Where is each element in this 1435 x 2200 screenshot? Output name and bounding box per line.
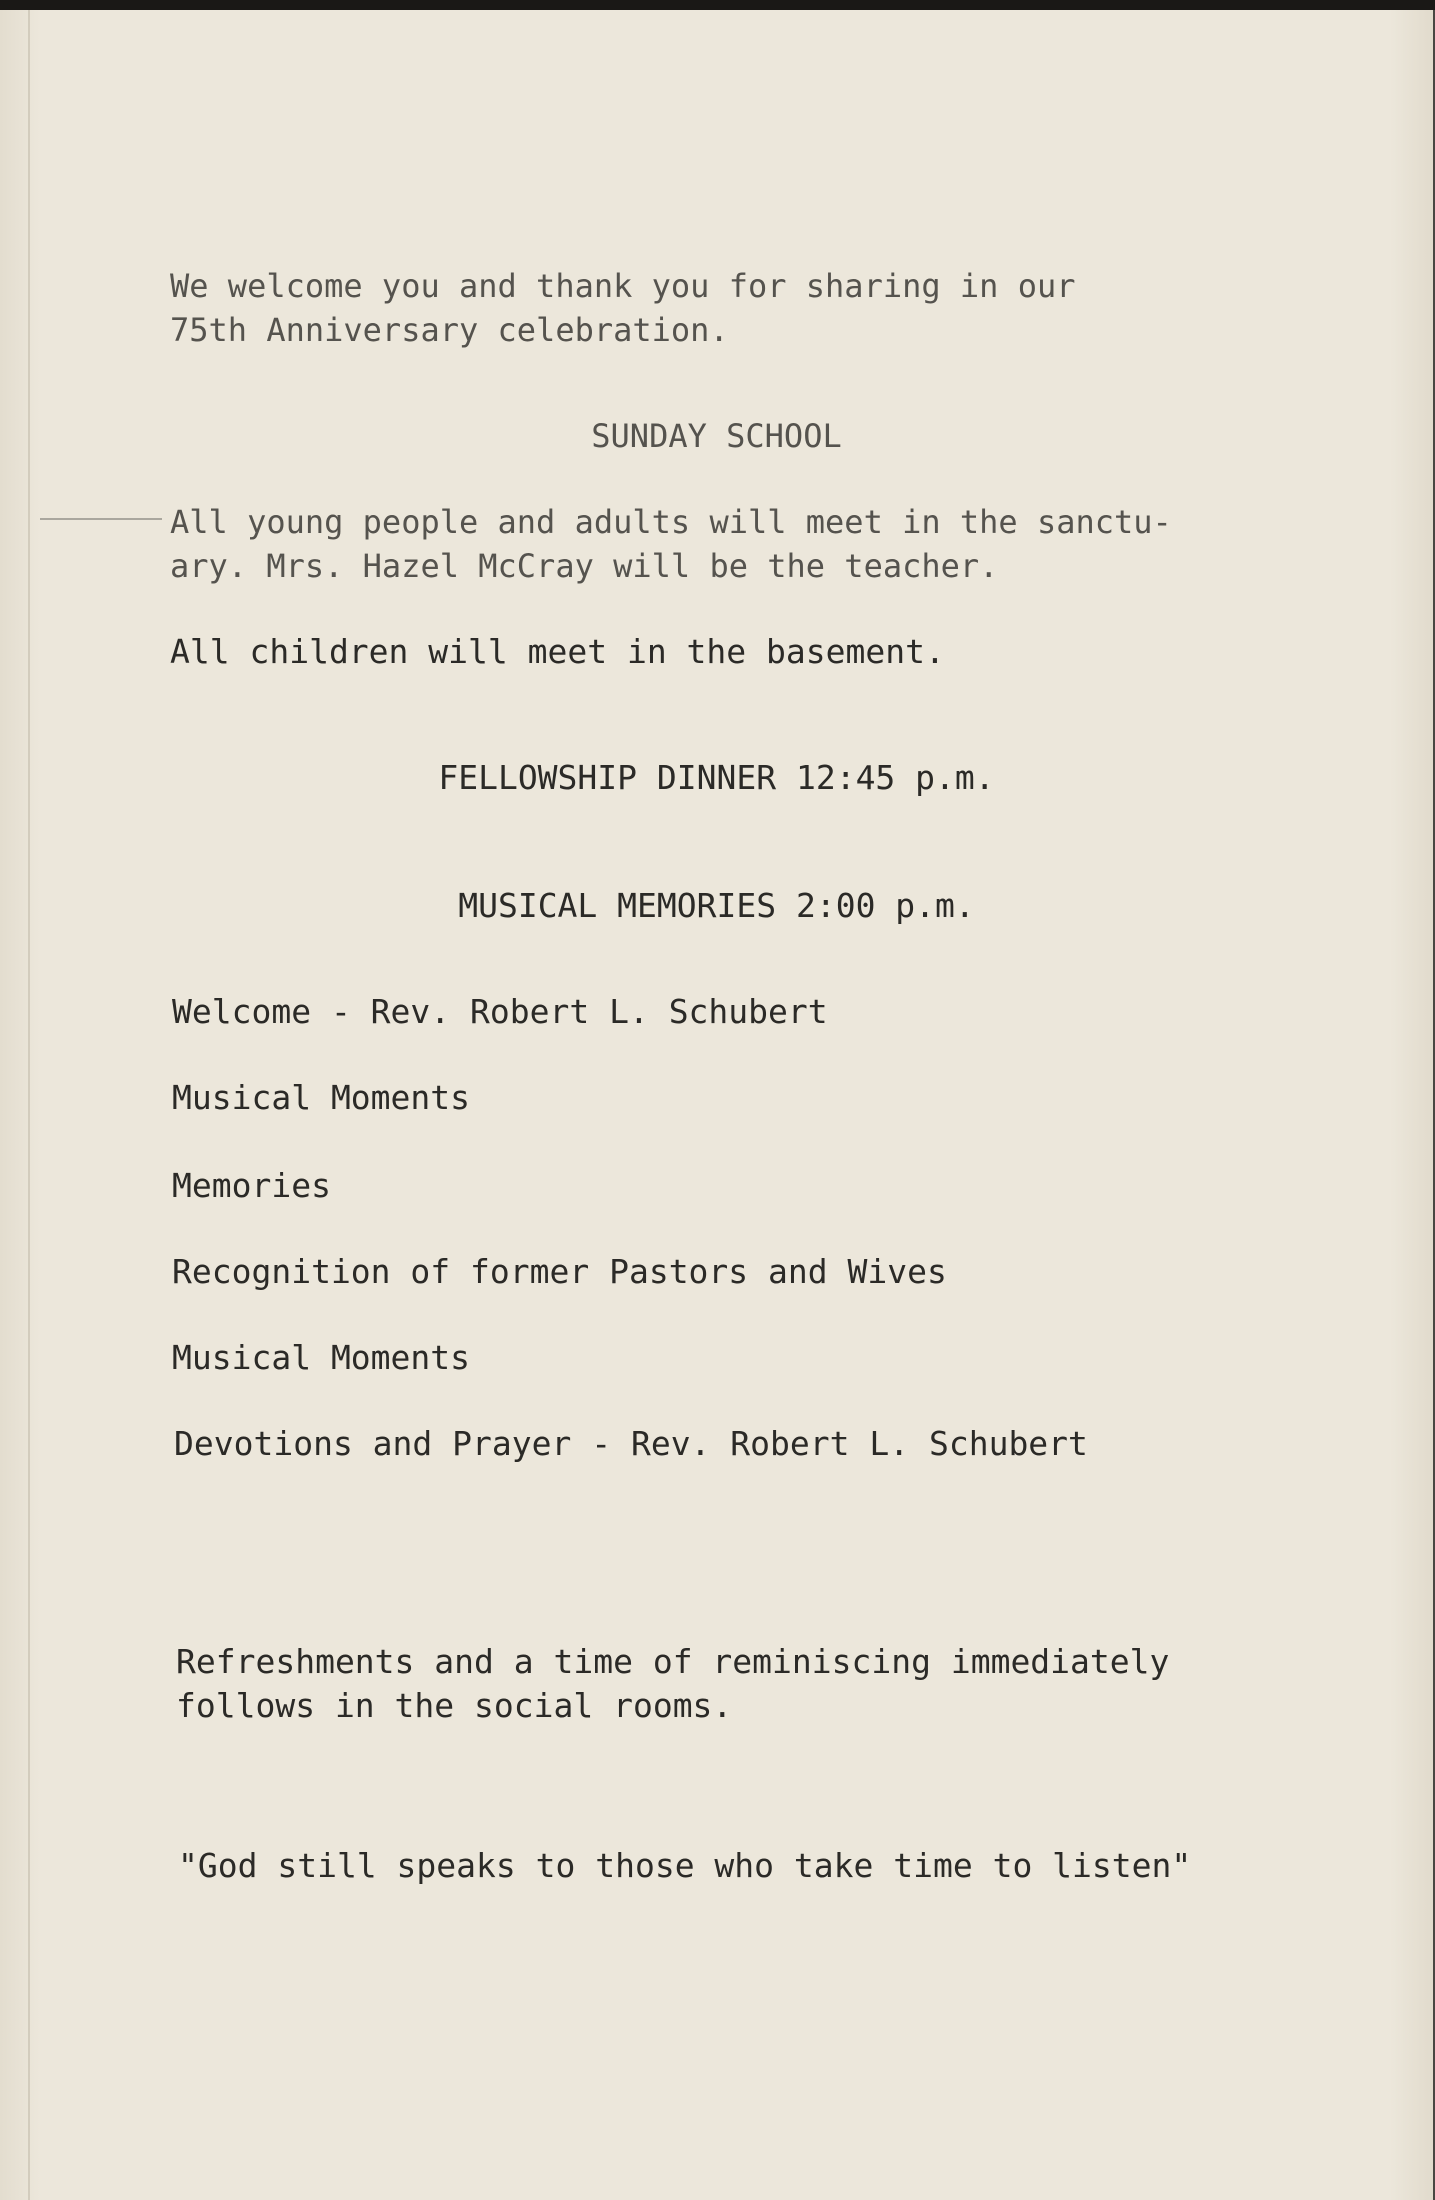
margin-mark (40, 518, 162, 520)
fellowship-dinner-heading: FELLOWSHIP DINNER 12:45 p.m. (438, 758, 995, 797)
scan-top-edge (0, 0, 1435, 10)
sunday-school-para1-line2: ary. Mrs. Hazel McCray will be the teacher. (170, 547, 999, 585)
program-item: Musical Moments (172, 1338, 471, 1377)
program-item: Recognition of former Pastors and Wives (172, 1252, 947, 1291)
page-fold-line (28, 10, 30, 2200)
musical-memories-heading: MUSICAL MEMORIES 2:00 p.m. (458, 886, 975, 925)
program-item: Musical Moments (172, 1078, 471, 1117)
welcome-line-1: We welcome you and thank you for sharing in our (170, 267, 1076, 305)
sunday-school-heading: SUNDAY SCHOOL (591, 417, 842, 455)
program-item: Memories (172, 1166, 331, 1205)
refreshments-line-2: follows in the social rooms. (176, 1686, 733, 1725)
welcome-line-2: 75th Anniversary celebration. (170, 311, 729, 349)
program-item: Welcome - Rev. Robert L. Schubert (172, 992, 828, 1031)
refreshments-line-1: Refreshments and a time of reminiscing immediately (176, 1642, 1170, 1681)
program-item: Devotions and Prayer - Rev. Robert L. Schubert (174, 1424, 1088, 1463)
program-page (0, 10, 1433, 2200)
closing-quote: "God still speaks to those who take time to listen" (178, 1846, 1192, 1885)
sunday-school-para2: All children will meet in the basement. (170, 632, 945, 671)
sunday-school-para1-line1: All young people and adults will meet in the sanctu- (170, 503, 1172, 541)
